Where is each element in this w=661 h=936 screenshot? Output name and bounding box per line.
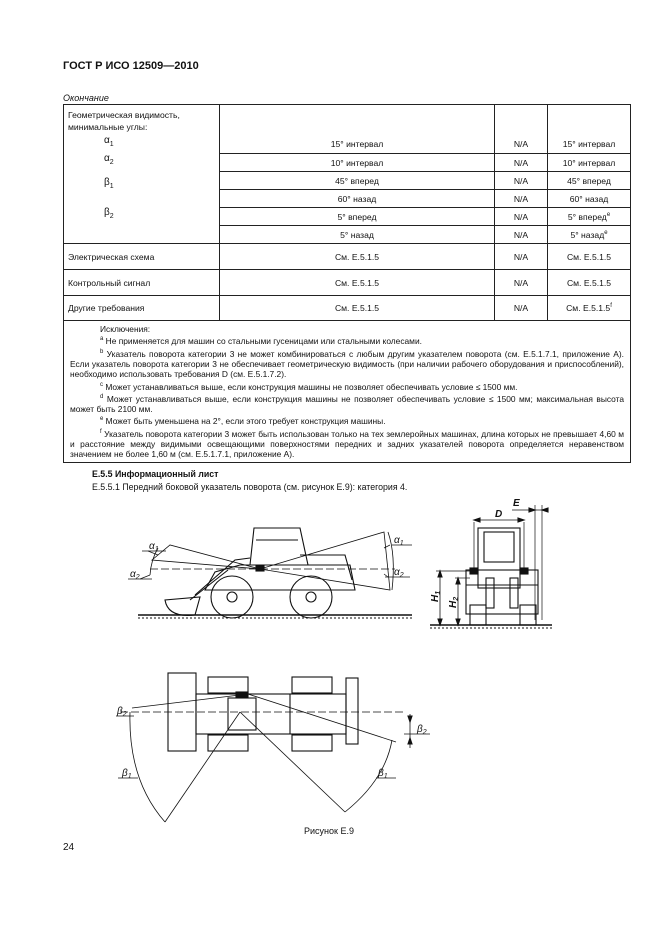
table-row — [64, 321, 631, 463]
geometric-visibility-cell — [64, 105, 220, 244]
page-header: ГОСТ Р ИСО 12509—2010 — [63, 60, 199, 72]
table-notes — [64, 321, 631, 463]
table-row — [64, 244, 631, 270]
front-view-labels — [430, 498, 520, 608]
angle-alpha2: $\alpha_2$ — [104, 153, 114, 166]
table-cell: N/A — [495, 270, 548, 296]
label-beta1-right: $\beta_1$ — [378, 768, 388, 780]
table-cell: N/A — [495, 154, 548, 172]
table-cell: N/A — [495, 208, 548, 226]
angle-beta1: $\beta_1$ — [104, 177, 114, 190]
label-beta2-right: $\beta_2$ — [417, 724, 427, 736]
table-cell: Контрольный сигнал — [64, 270, 220, 296]
label-alpha2-right: $\alpha_2$ — [394, 567, 404, 579]
table-cell: N/A — [495, 296, 548, 321]
table-cell: 15° интервал — [220, 105, 495, 154]
table-row — [64, 270, 631, 296]
table-cell: 15° интервал — [548, 105, 631, 154]
requirements-table — [63, 104, 631, 463]
table-cell: N/A — [495, 172, 548, 190]
loader-front-view — [430, 505, 552, 628]
label-E: E — [513, 498, 520, 509]
continuation-label: Окончание — [63, 93, 109, 103]
table-cell: 45° вперед — [220, 172, 495, 190]
table-cell: 5° назад$^e$ — [548, 226, 631, 244]
table-cell: 5° вперед — [220, 208, 495, 226]
table-cell: См. Е.5.1.5$^f$ — [548, 296, 631, 321]
table-cell: См. Е.5.1.5 — [220, 296, 495, 321]
geometric-title-line2: минимальные углы: — [68, 122, 148, 132]
label-D: D — [495, 509, 503, 520]
angle-alpha1: $\alpha_1$ — [104, 135, 114, 148]
table-cell: 10° интервал — [220, 154, 495, 172]
label-H1: $H_1$ — [430, 590, 442, 602]
table-cell: См. Е.5.1.5 — [220, 244, 495, 270]
table-cell: 60° назад — [548, 190, 631, 208]
note-b: $^b$ Указатель поворота категории 3 не может комбинироваться с любым другим указателем поворота (см. Е.5.1.7.1, приложение А). Если указатель поворота категории 3 не обеспечивает геометрическую видимость (при наличии рабочего оборудования и приспособлений), необходимо использовать требования D (см. Е.5.1.7.2). — [70, 348, 624, 380]
page-number: 24 — [63, 842, 75, 853]
side-view-labels — [130, 535, 404, 581]
table-cell: См. Е.5.1.5 — [548, 244, 631, 270]
table-cell: Электрическая схема — [64, 244, 220, 270]
note-f: $^f$ Указатель поворота категории 3 может быть использован только на тех землеройных машинах, длина которых не превышает 4,60 м и расстояние между видимыми освещающими поверхностями передних и задних указателей поворота определяется неравенством значением не более 1,60 м (см. Е.5.1.7.1, приложение А). — [70, 428, 624, 460]
label-alpha2-left: $\alpha_2$ — [130, 569, 140, 581]
table-cell: См. Е.5.1.5 — [548, 270, 631, 296]
label-H2: $H_2$ — [448, 596, 460, 608]
table-cell: 45° вперед — [548, 172, 631, 190]
section-title: Е.5.5 Информационный лист — [92, 469, 219, 479]
table-cell: N/A — [495, 190, 548, 208]
section-body: Е.5.5.1 Передний боковой указатель поворота (см. рисунок Е.9): категория 4. — [92, 482, 408, 492]
top-view-labels — [116, 706, 427, 780]
table-row — [64, 296, 631, 321]
table-row — [64, 105, 631, 154]
table-cell: N/A — [495, 105, 548, 154]
note-d: $^d$ Может устанавливаться выше, если конструкция машины не позволяет обеспечивать условие ≤ 1500 мм; максимальная высота может быть 2100 мм. — [70, 393, 625, 415]
table-cell: Другие требования — [64, 296, 220, 321]
table-cell: 60° назад — [220, 190, 495, 208]
table-cell: N/A — [495, 226, 548, 244]
figure-caption: Рисунок Е.9 — [304, 826, 354, 836]
label-beta2-left: $\beta_2$ — [117, 706, 127, 718]
loader-side-view — [128, 528, 412, 618]
note-c: $^c$ Может устанавливаться выше, если конструкция машины не позволяет обеспечивать условие ≤ 1500 мм. — [100, 381, 518, 392]
note-a: $^a$ Не применяется для машин со стальными гусеницами или стальными колесами. — [100, 336, 422, 347]
label-alpha1-left: $\alpha_1$ — [149, 541, 159, 553]
notes-heading: Исключения: — [100, 324, 151, 334]
label-beta1-left: $\beta_1$ — [122, 768, 132, 780]
angle-beta2: $\beta_2$ — [104, 207, 114, 220]
table-cell: 10° интервал — [548, 154, 631, 172]
geometric-title-line1: Геометрическая видимость, — [68, 110, 180, 120]
table-cell: См. Е.5.1.5 — [220, 270, 495, 296]
loader-top-view — [116, 673, 430, 822]
figure-e9 — [0, 490, 661, 830]
table-cell: 5° вперед$^e$ — [548, 208, 631, 226]
table-cell: 5° назад — [220, 226, 495, 244]
label-alpha1-right: $\alpha_1$ — [394, 535, 404, 547]
note-e: $^e$ Может быть уменьшена на 2°, если этого требует конструкция машины. — [100, 416, 386, 427]
table-cell: N/A — [495, 244, 548, 270]
